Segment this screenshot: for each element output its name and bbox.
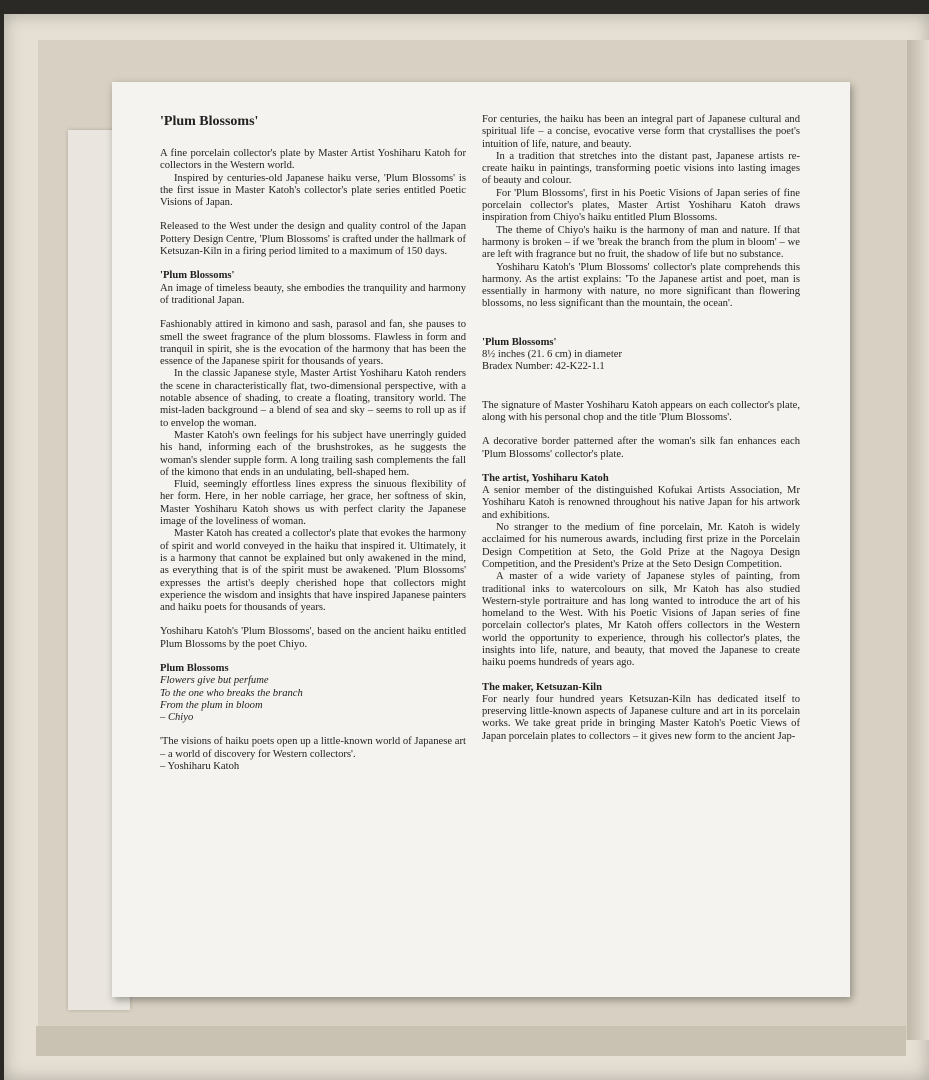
body-paragraph: The theme of Chiyo's haiku is the harmony of man and nature. If that harmony is broken – if we 'break the branch from the plum in bloom' – we are left with fragrance but no fruit, the shadow of life but no substance.	[482, 224, 800, 261]
signature-paragraph: The signature of Master Yoshiharu Katoh appears on each collector's plate, along with his personal chop and the title 'Plum Blossoms'.	[482, 399, 800, 423]
body-paragraph: Yoshiharu Katoh's 'Plum Blossoms', based on the ancient haiku entitled Plum Blossoms by the poet Chiyo.	[160, 626, 466, 650]
artist-paragraph: No stranger to the medium of fine porcelain, Mr. Katoh is widely acclaimed for his numerous awards, including first prize in the Porcelain Design Competition at Seto, the Gold Prize at the Nagoya Design Competition, and the President's Prize at the Seto Design Competition.	[482, 522, 800, 570]
maker-heading: The maker, Ketsuzan-Kiln	[482, 681, 602, 693]
body-paragraph: Master Katoh's own feelings for his subject have unerringly guided his hand, informing each of the brushstrokes, as he suggests the woman's slender supple form. A long trailing sash complements the fall of the kimono that ends in an undulating, bell-shaped hem.	[160, 429, 466, 478]
poem	[160, 675, 466, 724]
release-paragraph: Released to the West under the design and quality control of the Japan Pottery Design Centre, 'Plum Blossoms' is crafted under the hallmark of Ketsuzan-Kiln in a firing period limited to a maximum of 150 days.	[160, 221, 466, 258]
body-paragraph: For centuries, the haiku has been an integral part of Japanese cultural and spiritual life – a concise, evocative verse form that crystallises the poet's intuition of life, nature, and beauty.	[482, 114, 800, 150]
intro-paragraph: A fine porcelain collector's plate by Master Artist Yoshiharu Katoh for collectors in the Western world.	[160, 148, 466, 172]
artist-heading: The artist, Yoshiharu Katoh	[482, 472, 609, 484]
artist-paragraph: A senior member of the distinguished Kofukai Artists Association, Mr Yoshiharu Katoh is renowned throughout his native Japan for his artwork and exhibitions.	[482, 485, 800, 521]
maker-paragraph: For nearly four hundred years Ketsuzan-Kiln has dedicated itself to preserving little-known aspects of Japanese culture and art in its porcelain works. We take great pride in bringing Master Katoh's Poetic Views of Japan porcelain plates to collectors – it gives new form to the ancient Jap-	[482, 693, 800, 742]
body-paragraph: Fluid, seemingly effortless lines express the sinuous flexibility of her form. Here, in her noble carriage, her grace, her softness of skin, Master Yoshiharu Katoh shows us with perfect clarity the Japanese image of the loveliness of woman.	[160, 479, 466, 528]
quote: 'The visions of haiku poets open up a little-known world of Japanese art – a world of discovery for Western collectors'.	[160, 736, 466, 760]
body-paragraph: Master Katoh has created a collector's plate that evokes the harmony of spirit and world conveyed in the haiku that inspired it. Ultimately, it is a harmony that cannot be explained but only awakened in the mind, as everything that is of the spirit must be awakened. 'Plum Blossoms' expresses the artist's deeply cherished hope that collectors might experience the wisdom and insights that have inspired Japanese painters and haiku poets for thousands of years.	[160, 528, 466, 614]
poem-line: To the one who breaks the branch	[160, 687, 303, 699]
body-paragraph: Fashionably attired in kimono and sash, parasol and fan, she pauses to smell the sweet fragrance of the plum blossoms. Flawless in form and tranquil in spirit, she is the evocation of the harmony that has been the essence of the Japanese spirit for thousands of years.	[160, 319, 466, 368]
border-paragraph: A decorative border patterned after the woman's silk fan enhances each 'Plum Blossoms' collector's plate.	[482, 436, 800, 460]
quote-author: – Yoshiharu Katoh	[160, 761, 240, 773]
section-heading: 'Plum Blossoms'	[160, 270, 235, 282]
body-paragraph: For 'Plum Blossoms', first in his Poetic Visions of Japan series of fine porcelain collector's plates, Master Artist Yoshiharu Katoh draws inspiration from Chiyo's haiku entitled Plum Blossoms.	[482, 187, 800, 224]
artist-paragraph: A master of a wide variety of Japanese styles of painting, from traditional inks to watercolours on silk, Mr Katoh has also studied Western-style portraiture and has long wanted to introduce the art of his homeland to the West. With his Poetic Visions of Japan series of fine porcelain collector's plates, Mr Katoh offers collectors in the Western world the opportunity to experience, through his collector's plates, the insights into life, nature, and beauty, that moved the Japanese to create haiku poems hundreds of years ago.	[482, 571, 800, 669]
intro-paragraph: Inspired by centuries-old Japanese haiku verse, 'Plum Blossoms' is the first issue in Master Katoh's collector's plate series entitled Poetic Visions of Japan.	[160, 172, 466, 209]
body-paragraph: In a tradition that stretches into the distant past, Japanese artists re-create haiku in paintings, transforming poetic visions into lasting images of beauty and colour.	[482, 150, 800, 187]
body-paragraph: Yoshiharu Katoh's 'Plum Blossoms' collector's plate comprehends this harmony. As the artist explains: 'To the Japanese artist and poet, man is essentially in harmony with nature, no more significant than flowering blossoms, no less significant than the mountain, the ocean'.	[482, 261, 800, 310]
right-column	[482, 114, 800, 743]
box-wall	[907, 40, 929, 1040]
spec-size: 8½ inches (21. 6 cm) in diameter	[482, 349, 623, 361]
poem-line: Flowers give but perfume	[160, 675, 269, 687]
poem-line: – Chiyo	[160, 712, 194, 724]
poem-line: From the plum in bloom	[160, 699, 263, 711]
poem-title: Plum Blossoms	[160, 662, 229, 674]
section-text: An image of timeless beauty, she embodies the tranquility and harmony of traditional Japan.	[160, 282, 466, 306]
box-floor	[36, 1026, 906, 1056]
spec-number: Bradex Number: 42-K22-1.1	[482, 361, 605, 373]
body-paragraph: In the classic Japanese style, Master Artist Yoshiharu Katoh renders the scene in characteristically flat, two-dimensional perspective, with a notable absence of shading, to create a floating, transitory world. The mist-laden background – a blend of sea and sky – seems to roll up as if to envelop the woman.	[160, 368, 466, 429]
page-title: 'Plum Blossoms'	[160, 114, 259, 129]
leaflet-page	[112, 82, 850, 997]
left-column	[160, 114, 466, 773]
spec-title: 'Plum Blossoms'	[482, 336, 557, 348]
